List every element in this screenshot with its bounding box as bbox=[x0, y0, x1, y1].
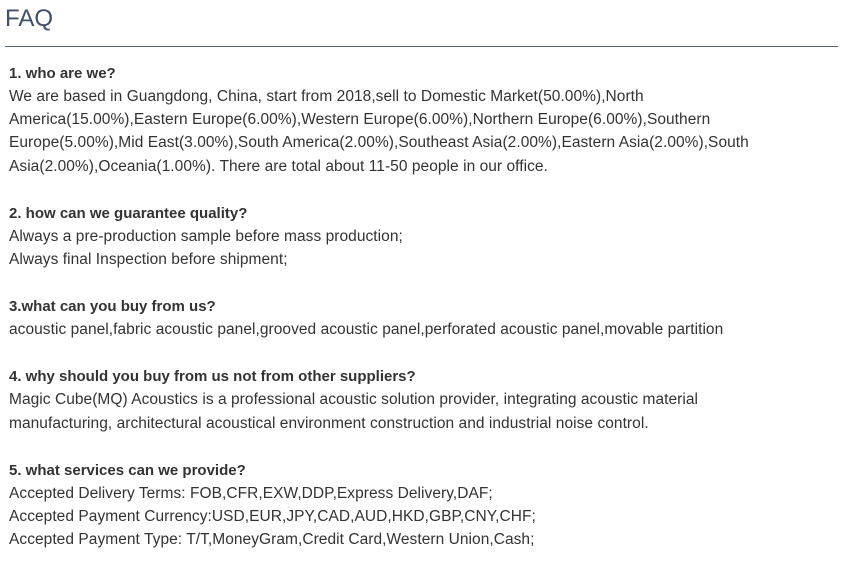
faq-answer-line: Always final Inspection before shipment; bbox=[9, 251, 288, 269]
faq-item-who-are-we bbox=[9, 62, 834, 178]
faq-question: 4. why should you buy from us not from other suppliers? bbox=[9, 368, 416, 386]
faq-answer-line: Always a pre-production sample before mass production; bbox=[9, 227, 403, 245]
faq-question: 5. what services can we provide? bbox=[9, 461, 246, 479]
faq-answer-line: Europe(5.00%),Mid East(3.00%),South America(2.00%),Southeast Asia(2.00%),Eastern Asia(2.00%),South bbox=[9, 134, 749, 152]
faq-item-products bbox=[9, 295, 834, 341]
faq-question: 1. who are we? bbox=[9, 65, 116, 82]
faq-answer-line: Accepted Payment Currency:USD,EUR,JPY,CAD,AUD,HKD,GBP,CNY,CHF; bbox=[9, 508, 536, 526]
faq-item-why-us bbox=[9, 365, 834, 434]
faq-answer-line: Accepted Delivery Terms: FOB,CFR,EXW,DDP,Express Delivery,DAF; bbox=[9, 484, 493, 502]
faq-answer-line: We are based in Guangdong, China, start from 2018,sell to Domestic Market(50.00%),North bbox=[9, 88, 644, 105]
faq-question: 2. how can we guarantee quality? bbox=[9, 204, 248, 222]
faq-header bbox=[5, 0, 838, 47]
faq-answer-line: Magic Cube(MQ) Acoustics is a professional acoustic solution provider, integrating acoustic material bbox=[9, 391, 699, 409]
faq-answer-line: Asia(2.00%),Oceania(1.00%). There are total about 11-50 people in our office. bbox=[9, 157, 548, 175]
faq-item-quality bbox=[9, 202, 834, 271]
page-title: FAQ bbox=[5, 5, 54, 32]
faq-answer-line: acoustic panel,fabric acoustic panel,grooved acoustic panel,perforated acoustic panel,movable partition bbox=[9, 321, 724, 339]
faq-item-services bbox=[9, 459, 834, 552]
faq-list bbox=[9, 62, 834, 575]
faq-answer-line: manufacturing, architectural acoustical environment construction and industrial noise control. bbox=[9, 414, 649, 432]
faq-answer-line: America(15.00%),Eastern Europe(6.00%),Western Europe(6.00%),Northern Europe(6.00%),Southern bbox=[9, 111, 711, 129]
faq-answer-line: Accepted Payment Type: T/T,MoneyGram,Credit Card,Western Union,Cash; bbox=[9, 531, 535, 549]
faq-question: 3.what can you buy from us? bbox=[9, 298, 216, 316]
